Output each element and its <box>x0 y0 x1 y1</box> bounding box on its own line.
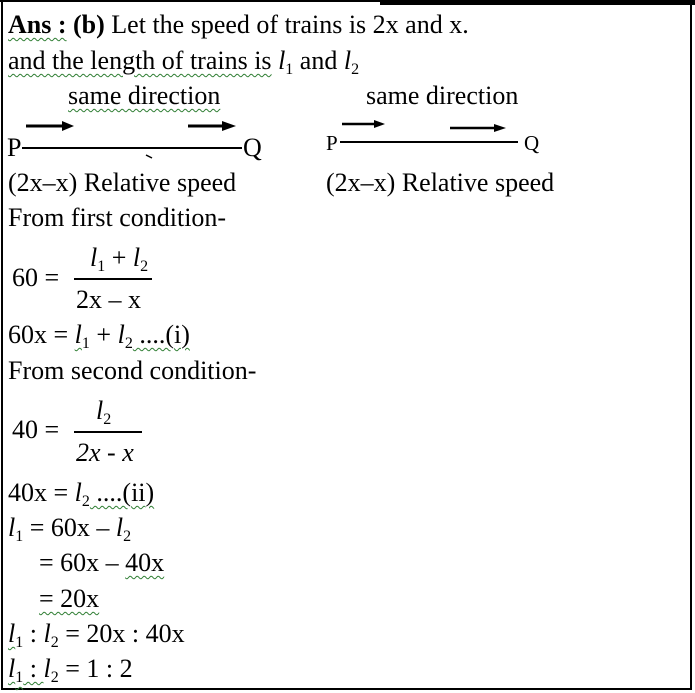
left-track-mark <box>146 155 152 158</box>
answer-line <box>8 10 469 40</box>
l1-symbol: l <box>278 46 286 75</box>
solve-row-1: $l_1 = 60x - l_2$ <box>8 513 132 545</box>
left-point-p: P <box>7 133 22 162</box>
second-fraction-numerator: $l_2$ <box>96 396 112 428</box>
right-arrow-2-head <box>494 124 506 132</box>
length-line <box>8 46 359 85</box>
length-text: and the length of trains is <box>8 46 272 75</box>
right-caption: (2x–x) Relative speed <box>326 168 555 197</box>
l2-subscript: 2 <box>351 61 360 78</box>
and-text: and <box>299 46 338 75</box>
right-arrow-1-head <box>374 120 385 128</box>
equation-i: $60x = l_1 + l_2$ ....(i) <box>8 320 190 352</box>
ratio-row: $l_1$ : $l_2 = 20x$ : 40x <box>8 619 185 651</box>
left-arrow-1-head <box>62 121 74 131</box>
second-fraction-bar <box>74 431 142 433</box>
left-direction-label <box>68 81 220 111</box>
solve-row-2: = 60x – 40x <box>39 548 165 577</box>
left-point-q: Q <box>243 133 262 162</box>
answer-text: Let the speed of trains is 2x and x. <box>111 10 469 39</box>
first-condition-heading: From first condition- <box>8 203 227 232</box>
equation-ii: $40x = l_2$ ....(ii) <box>8 478 155 510</box>
left-direction-text: same direction <box>68 81 221 110</box>
first-equation-lhs: 60 = <box>12 263 60 292</box>
final-ratio-row: $l_1$ : $l_2 = 1$ : 2 <box>8 654 133 686</box>
left-arrow-2-head <box>222 121 236 131</box>
right-point-q: Q <box>524 131 540 155</box>
answer-label: Ans : <box>8 10 67 39</box>
answer-option: (b) <box>73 10 105 39</box>
right-motion-diagram <box>320 110 580 170</box>
solve-row-3: = 20x <box>39 584 100 613</box>
l1-subscript: 1 <box>285 61 294 78</box>
right-point-p: P <box>326 131 338 155</box>
l2-symbol: l <box>343 46 352 75</box>
second-equation-lhs: 40 = <box>12 415 60 444</box>
first-fraction-numerator: $l_1 + l_2$ <box>90 243 149 275</box>
right-direction-label: same direction <box>366 81 519 110</box>
second-fraction-denominator: 2x - x <box>76 438 134 467</box>
first-fraction-bar <box>74 278 152 280</box>
left-caption: (2x–x) Relative speed <box>8 168 237 197</box>
first-fraction-denominator: 2x – x <box>76 285 141 314</box>
second-condition-heading: From second condition- <box>8 356 257 385</box>
